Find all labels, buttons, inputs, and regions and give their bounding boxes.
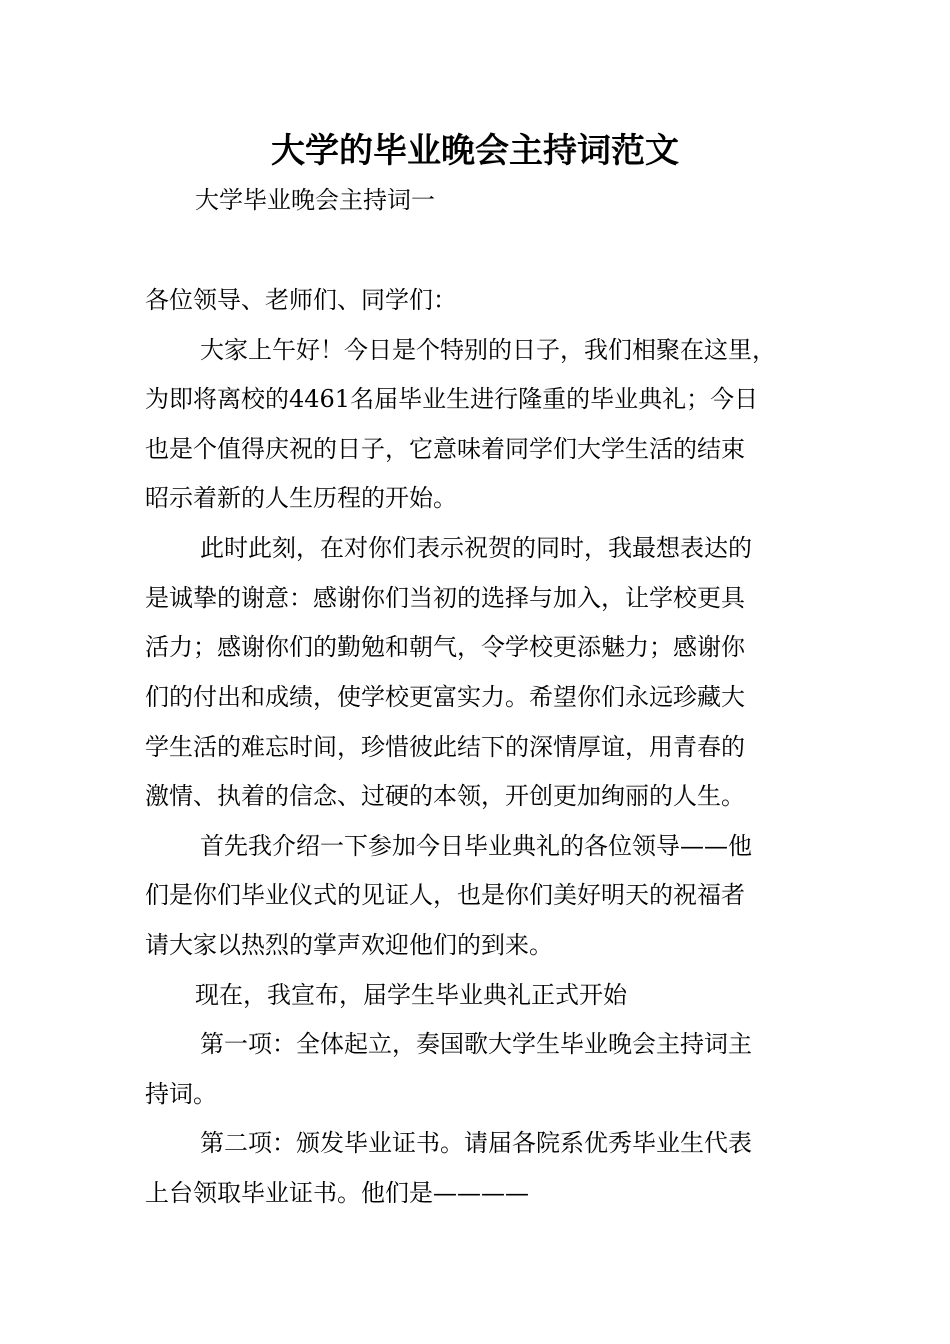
document-title: 大学的毕业晚会主持词范文 xyxy=(271,131,679,171)
text-line: 上台领取毕业证书。他们是———— xyxy=(145,1179,529,1207)
text-line: 是诚挚的谢意：感谢你们当初的选择与加入，让学校更具 xyxy=(145,584,745,612)
text-line: 昭示着新的人生历程的开始。 xyxy=(145,484,457,512)
text-line: 持词。 xyxy=(145,1080,217,1108)
text-line: 请大家以热烈的掌声欢迎他们的到来。 xyxy=(145,931,553,959)
text-line: 们是你们毕业仪式的见证人，也是你们美好明天的祝福者 xyxy=(145,881,745,909)
text-line: 活力；感谢你们的勤勉和朝气，令学校更添魅力；感谢你 xyxy=(145,633,745,661)
text-line: 激情、执着的信念、过硬的本领，开创更加绚丽的人生。 xyxy=(145,782,745,810)
text-line: 现在，我宣布，届学生毕业典礼正式开始 xyxy=(195,981,627,1009)
document-subtitle: 大学毕业晚会主持词一 xyxy=(195,186,435,214)
text-line: 第二项：颁发毕业证书。请届各院系优秀毕业生代表 xyxy=(200,1129,752,1157)
text-line: 大家上午好！今日是个特别的日子，我们相聚在这里， xyxy=(200,336,776,364)
text-line: 各位领导、老师们、同学们： xyxy=(145,286,457,314)
text-line: 首先我介绍一下参加今日毕业典礼的各位领导——他 xyxy=(200,832,752,860)
text-line: 此时此刻，在对你们表示祝贺的同时，我最想表达的 xyxy=(200,534,752,562)
text-line: 也是个值得庆祝的日子，它意味着同学们大学生活的结束 xyxy=(145,435,745,463)
text-line: 们的付出和成绩，使学校更富实力。希望你们永远珍藏大 xyxy=(145,683,745,711)
text-line: 学生活的难忘时间，珍惜彼此结下的深情厚谊，用青春的 xyxy=(145,733,745,761)
text-line: 第一项：全体起立，奏国歌大学生毕业晚会主持词主 xyxy=(200,1030,752,1058)
text-line: 为即将离校的4461名届毕业生进行隆重的毕业典礼；今日 xyxy=(145,385,759,413)
